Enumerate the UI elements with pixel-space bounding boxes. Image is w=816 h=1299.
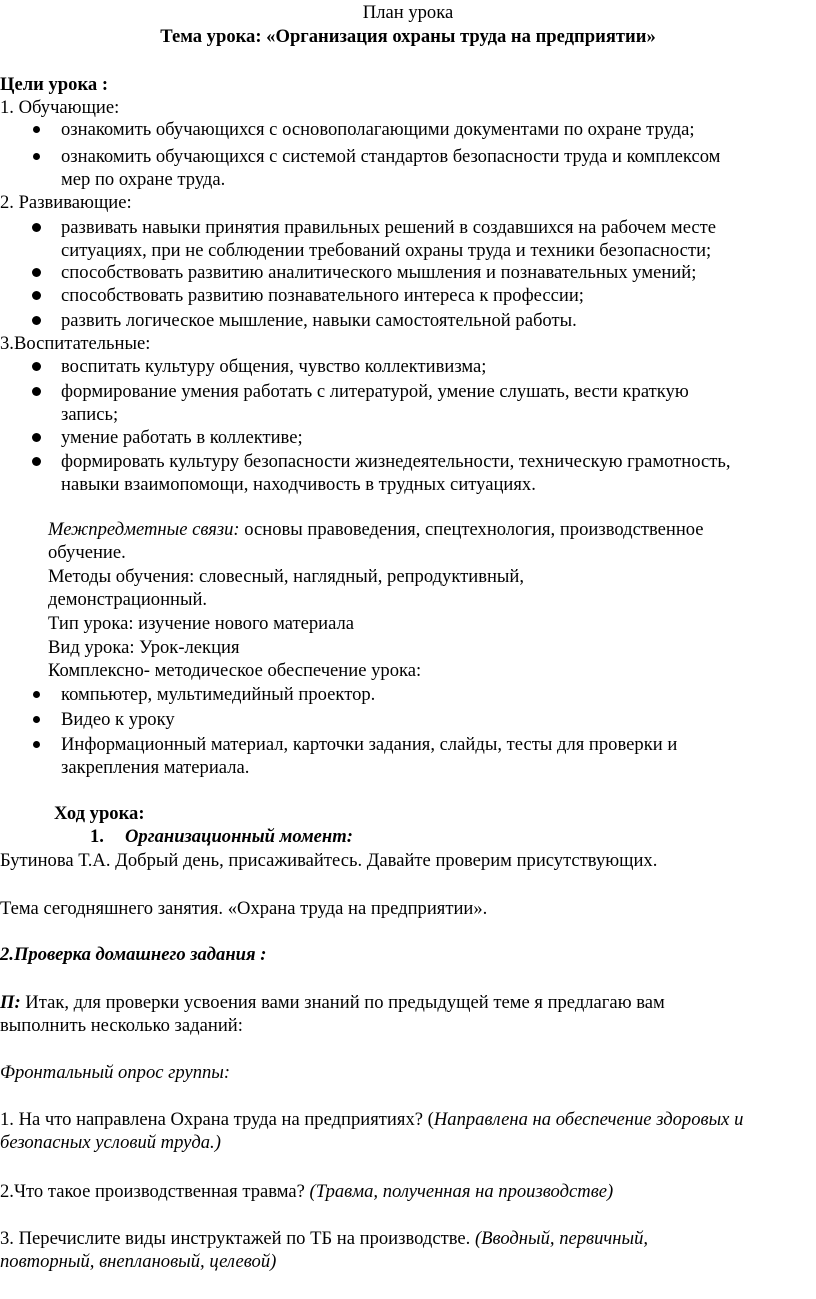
question-1-answer-continuation: безопасных условий труда.) [0,1132,221,1153]
course-heading: Ход урока: [54,803,145,824]
lesson-topic: Тема урока: «Организация охраны труда на предприятии» [160,26,656,47]
question-2-answer: (Травма, полученная на производстве) [309,1181,614,1202]
teacher-label: П: [0,992,21,1013]
teacher-text: Итак, для проверки усвоения вами знаний по предыдущей теме я предлагаю вам [20,992,665,1013]
intersubject-label: Межпредметные связи: [48,519,240,540]
bullet-icon [32,152,42,162]
question-1-answer: Направлена на обеспечение здоровых и [433,1109,744,1130]
list-item: умение работать в коллективе; [61,427,303,448]
list-item: Информационный материал, карточки задания, слайды, тесты для проверки и [61,734,678,755]
question-3-answer: (Вводный, первичный, [474,1228,649,1249]
intersubject-text: основы правоведения, спецтехнология, производственное [239,519,704,540]
list-item: ознакомить обучающихся с системой стандартов безопасности труда и комплексом [61,146,721,167]
bullet-icon [32,316,42,326]
question-3-text: 3. Перечислите виды инструктажей по ТБ на производстве. [0,1228,475,1249]
intersubject-links [48,519,704,542]
bullet-icon [32,291,42,301]
bullet-icon [32,387,42,397]
support-heading: Комплексно- методическое обеспечение урока: [48,660,422,681]
bullet-icon [32,268,42,278]
list-item: Видео к уроку [61,709,175,730]
teacher-instruction [0,992,665,1015]
list-item-continuation: закрепления материала. [61,757,250,778]
list-item: способствовать развитию аналитического мышления и познавательных умений; [61,262,697,283]
list-item-continuation: навыки взаимопомощи, находчивость в трудных ситуациях. [61,474,536,495]
upbringing-label: 3.Воспитательные: [0,333,151,354]
topic-today: Тема сегодняшнего занятия. «Охрана труда на предприятии». [0,898,488,919]
developing-label: 2. Развивающие: [0,192,132,213]
lesson-kind: Вид урока: Урок-лекция [48,637,240,658]
bullet-icon [32,690,42,700]
educational-label: 1. Обучающие: [0,97,120,118]
question-1 [0,1109,743,1132]
list-item: способствовать развитию познавательного интереса к профессии; [61,285,584,306]
document-title: План урока [362,2,454,23]
teacher-greeting: Бутинова Т.А. Добрый день, присаживайтесь. Давайте проверим присутствующих. [0,850,658,871]
list-item-continuation: запись; [61,404,119,425]
bullet-icon [32,125,42,135]
bullet-icon [32,715,42,725]
bullet-icon [32,740,42,750]
intersubject-text-continuation: обучение. [48,542,126,563]
bullet-icon [32,223,42,233]
list-item: развивать навыки принятия правильных решений в создавшихся на рабочем месте [61,217,717,238]
step1-number: 1. [90,826,104,847]
list-item: ознакомить обучающихся с основополагающими документами по охране труда; [61,119,695,140]
lesson-type: Тип урока: изучение нового материала [48,613,355,634]
question-3 [0,1228,648,1251]
list-item: формировать культуру безопасности жизнедеятельности, техническую грамотность, [61,451,731,472]
list-item: развить логическое мышление, навыки самостоятельной работы. [61,310,577,331]
list-item: формирование умения работать с литературой, умение слушать, вести краткую [61,381,689,402]
bullet-icon [32,362,42,372]
list-item-continuation: ситуациях, при не соблюдении требований охраны труда и техники безопасности; [61,240,712,261]
list-item: компьютер, мультимедийный проектор. [61,684,376,705]
methods-line: Методы обучения: словесный, наглядный, репродуктивный, [48,566,525,587]
question-2-text: 2.Что такое производственная травма? [0,1181,310,1202]
methods-line-continuation: демонстрационный. [48,589,208,610]
teacher-text-continuation: выполнить несколько заданий: [0,1015,243,1036]
bullet-icon [32,457,42,467]
question-1-text: 1. На что направлена Охрана труда на предприятиях? ( [0,1109,434,1130]
question-3-answer-continuation: повторный, внеплановый, целевой) [0,1251,277,1272]
bullet-icon [32,433,42,443]
step1-title: Организационный момент: [125,826,353,847]
frontal-survey: Фронтальный опрос группы: [0,1062,231,1083]
list-item-continuation: мер по охране труда. [61,169,226,190]
goals-heading: Цели урока : [0,74,109,95]
step2-title: 2.Проверка домашнего задания : [0,944,267,965]
list-item: воспитать культуру общения, чувство коллективизма; [61,356,487,377]
question-2 [0,1181,613,1204]
